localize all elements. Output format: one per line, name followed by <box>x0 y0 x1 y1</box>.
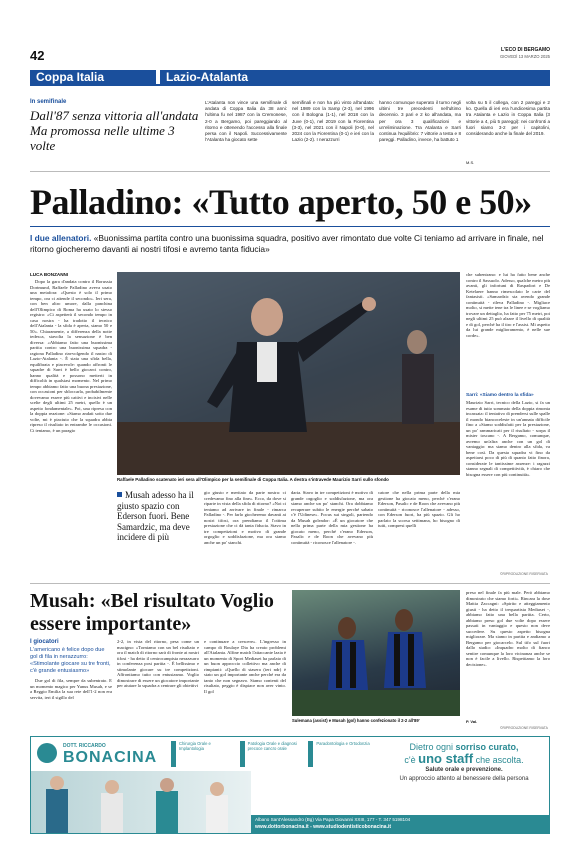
ad-web[interactable]: www.dottorbonacina.it - www.studiodentisticobonacina.it <box>255 823 392 830</box>
service-item: Patologia Orale e diagnosi precoce cancro orale <box>240 741 303 767</box>
paper-name: L'ECO DI BERGAMO <box>501 47 550 53</box>
tagline-1: Dietro ogni sorriso curato, <box>409 742 519 752</box>
ad-brand-small: DOTT. RICCARDO <box>63 743 106 749</box>
ad-footer <box>251 815 549 833</box>
side-col-2: Maurizio Sarri, tecnico della Lazio, si fa un esame di tutto sommato della doppia rimonta incassata: il tentativo di prendersi sulle spalle il mondo biancoceleste in un'annata difficile fino a «Siamo soddisfatti per la prestazione, un po' rammaricati per il risultato - sorpa il mister toscano -. A Bergamo, comunque, avremo un'altra anche con un gol di vantaggio: ma siamo dentro alla sfida, va bene così. Da questa squadra vi fino da aspettarsi poco di più di quanto fatto finora, considerate le tantissime assenze: i ragazzi stanno segnali di competitività, è chiaro che bisogna essere con più continuità». <box>466 400 550 477</box>
main-col-2: gio giusto e meritato da parte nostra: ci credevamo fino alla fine». Ecco, da dove si riparte in vista della sfida di ritorno? «Noi ci teniamo ad arrivare in finale - rimarca Palladino -. Per farlo giocheremo davanti ai nostri tifosi, ora prendiamo il l'ottima prestazione che ci dà tanta fiducia. Stavo in tre competizioni e motivo di grande orgoglio e soddisfazione, ma ora siamo anche un po' stanchi. <box>204 490 286 545</box>
side-label: Sarri: «Siamo dentro la sfida» <box>466 393 534 398</box>
tagline-3: Salute orale e prevenzione. <box>425 767 503 773</box>
service-item: Paradontologia e Ortodonzia <box>308 741 371 767</box>
copyright: ©RIPRODUZIONE RISERVATA <box>500 572 548 576</box>
second-photo-caption: Sulemana (assist) e Musah (gol) hanno confezionato il 2-2 all'89' <box>292 718 420 723</box>
ad-taglines <box>381 741 547 811</box>
divider <box>30 171 550 172</box>
section-bar <box>30 68 550 86</box>
coach-figure <box>117 272 460 475</box>
second-headline: Musah: «Bel risultato Voglio essere importante» <box>30 590 274 635</box>
main-col-3: daria. Stavo in tre competizioni è motivo di grande orgoglio e soddisfazione, ma ora siamo anche un po' stanchi. Ora dobbiamo recuperare subito le energie perché sabato c'è l'Udinese». Focus sui singoli, partendo da Musah goleador: «È un giocatore che nella prima parte della mia gestione ha giocato meno, perché c'erano Ederson, Pasalic e de Roon che avevano più continuità - riconosce l'allenatore -. <box>291 490 373 545</box>
players-figure <box>292 590 460 716</box>
tooth-logo-icon <box>37 743 57 763</box>
top-col-3: hanno comunque superato il turno negli ultimi tre precedenti nell'ultimo decennio. 3 pari e 2 ko all'andata, ma per ora 3 qualificazioni e un'eliminazione. Tra Atalanta e Sarri continua l'equilibrio: 7 vittorie a testa e 8 pareggi. Palladino, invece, ha battuto 1 <box>379 100 461 143</box>
second-sign: P. Val. <box>466 719 478 724</box>
tagline-4: Un approccio attento al benessere della persona <box>399 776 529 782</box>
second-photo <box>292 590 460 716</box>
second-label: I giocatori <box>30 639 59 645</box>
tagline-2: c'è uno staff che ascolta. <box>404 751 524 766</box>
lead-label: I due allenatori. <box>30 233 92 243</box>
page-number: 42 <box>30 48 45 63</box>
dental-ad[interactable] <box>30 736 550 834</box>
divider <box>30 583 550 584</box>
photo-caption: Raffaele Palladino scatenato ieri sera all'Olimpico per la semifinale di Coppa Italia. A destra s'intravede Maurizio Sarri sullo sfondo <box>117 477 389 482</box>
ad-brand: BONACINA <box>63 749 158 766</box>
issue-date: GIOVEDÌ 13 MARZO 2025 <box>499 54 550 59</box>
author: LUCA BONZANNI <box>30 272 69 277</box>
section-tag: Coppa Italia <box>30 70 156 85</box>
side-col-1: che subentrano: e lui ha fatto bene anche contro il Sassuolo. Adesso, qualche metro più avanti, gli infortuni di Raspadori e De Ketelaere hanno rimescolato le carte del fantasisti. «Samardzic sta avendo grande continuità - rileva Palladino -. Migliace molto, si mette tene tra le linee e se vogliamo trovare un dettaglio, ha fatto per 75 metri, poi negli ultimi 25 può alzare il livello di qualità e di gol, perché ha il tiro e l'assist. Mi aspetto da lui grande miglioramento, è nelle sue corde». <box>466 272 550 338</box>
second-col-1: Due gol di fila, sempre da subentrato. E un momento magico per Yunus Musah, e se a Reggio Emilia la sua rete dell'1-2 non era servita, ieri il sigillo del <box>30 678 112 700</box>
main-headline: Palladino: «Tutto aperto, 50 e 50» <box>30 182 532 222</box>
second-col-2: 2-2, in vista del ritorno, pesa come un macigno: «Torniamo con un bel risultato e ora il match di ritorno sarà di fronte ai nostri tifosi - ha detto il centrocampista nerazzurro in conferenza post partita -. È bellissimo e stimolante giocare su tre competizioni. Affrontiamo tutto con entusiasmo. Voglio dimostrare di essere un giocatore importante per aiutare la squadra a centrare gli obiettivi <box>117 639 199 688</box>
second-copyright: ©RIPRODUZIONE RISERVATA <box>500 726 548 730</box>
pull-quote: Musah adesso ha il giusto spazio con Ederson fuori. Bene Samardzic, ma deve incidere di più <box>117 490 194 542</box>
top-col-1: L'Atalanta non vince una semifinale di andata di Coppa Italia da 38 anni: l'ultima fu nel 1987 con la Cremonese, 2-0 a Bergamo, poi pareggiando al ritorno e ottenendo l'accesso alla finale persa con il Napoli. Successivamente l'Atalanta ha giocato sette <box>205 100 287 143</box>
staff-figure <box>31 771 251 833</box>
second-lead: L'americano è felice dopo due gol di fila in nerazzurro: «Stimolante giocare su tre fronti, c'è grande entusiasmo» <box>30 647 111 674</box>
main-col-1: Dopo la gara d'andata contro il Borussia Dortmund, Raffaele Palladino aveva usato una metafora: «Questo è solo il primo tempo, ora ci attende il secondo». Ieri sera, con ben altro umore, dalla panchina dell'Olimpico di Roma ha usato lo stesso registro: «Ci aspetterà il secondo tempo in casa nostra - ha tradotto il tecnico dell'Atalanta - la sfida è aperta, siamo 50 e 50». Chiaramente, a differenza della notte tedesca, stavolta la sensazione è ben diversa: «Abbiamo fatto una buonissima partita contro una buonissima squadra - ragiona Palladino riavvolgendo il nastro di Lazio-Atalanta -. È stata una sfida bella, equilibrata e piacevole: quando affronti le squadre di Sarri è bello giocarci contro, hanno qualità e possono metterti in difficoltà in qualsiasi momento. Nel primo tempo abbiamo fatto una buona prestazione, con occasioni per sbloccarla, probabilmente dovevamo essere più cattivi e incisivi nelle scelte degli ultimi 25 metri, quello è un aspetto fondamentale». Poi, una ripresa con la doppia reazione: «Siamo andati sotto due volte, mi è piaciuto che la squadra abbia ripreso il risultato in entrambe le occasioni. Ci teniamo, è un paragio <box>30 279 112 433</box>
top-sign: M.S. <box>466 160 475 165</box>
main-lead <box>30 233 550 255</box>
second-col-4: preso nel finale fa più male. Però abbiamo dimostrato che siamo forti». Rincara la dose Mattia Zaccagni: «Spirito e atteggiamento giusti - ha detto il trequartista Mediaset -, abbiamo fatto una bella partita. Certo, abbiamo preso gol due volte dopo essere passati in vantaggio e questo non deve succedere. Su questo aspetto bisogna migliorare. Ma siamo in partita e andiamo a Bergamo per giocarcelo. Sul tifo sul fuori dallo stadio: «Inquadro molto di fianco sentire comunque la loro vicinanza anche se non è facile a livello. Rispettiamo la loro decisione». <box>466 590 550 667</box>
main-col-4: catore che nella prima parte della mia gestione ha giocato meno, perché c'erano Ederson, Pasalic e de Roon che avevano più continuità - riconosce l'allenatore - adesso, con Ederson fuori, ha più spazio. Gli ho parlato la scorsa settimana, ho bisogno di tutti, compresi quelli <box>378 490 460 528</box>
top-headline: Dall'87 senza vittoria all'andata Ma promossa nelle ultime 3 volte <box>30 108 199 153</box>
top-col-4: volta su 5 il collega, con 2 pareggi e 2 ko. Quella di ieri era l'undicesima partita tra Atalanta e Lazio in Coppa Italia (3 vittorie a 4, più 5 pareggi): nei confronti a fuori siamo 3-2 per i capitolini, considerando anche la finale del 2019. <box>466 100 550 137</box>
service-item: Chirurgia Orale e Implantologia <box>171 741 234 767</box>
quote-marker <box>117 492 122 497</box>
headline-rule <box>30 226 550 227</box>
main-photo <box>117 272 460 475</box>
subsection-tag: Lazio-Atalanta <box>160 70 550 85</box>
ad-photo <box>31 771 251 833</box>
lead-text: «Buonissima partita contro una buonissima squadra, positivo aver rimontato due volte Ci teniamo ad arrivare in finale, nel ritorno giocheremo davanti ai nostri tifosi e avremo tanta fiducia» <box>30 233 544 254</box>
ad-services <box>171 741 371 767</box>
top-kicker: In semifinale <box>30 99 67 105</box>
second-col-3: e continuare a crescere». L'ingresso in campo di Boulaye Dia ha creato problemi all'Atalanta. Alfine match l'attaccante lazia è un momento di Sport Mediaset ha parlato di un buon approccio collettivo ma anche di rimpianti: «Quello di stasera (ieri ndr) è stato un gol importante anche perché era da tanto che non segnavo. Siamo contenti del risultato, peggio è dispiace non aver vinto. Il gol <box>204 639 286 694</box>
top-col-2: semifinali e non ha più vinto all'andata: nel 1989 con la Samp (2-3), nel 1996 con il Bologna (1-1), nel 2018 con la Juve (0-1), nel 2019 con la Fiorentina (3-3), nel 2021 con il Napoli (0-0), nel 2024 con la Fiorentina (0-1) e ieri con la Lazio (2-2). I nerazzurri <box>292 100 374 143</box>
ad-address: Albano Sant'Alessandro (Bg) Via Papa Giovanni XXIII, 177 - T. 347 5198104 <box>255 817 411 822</box>
